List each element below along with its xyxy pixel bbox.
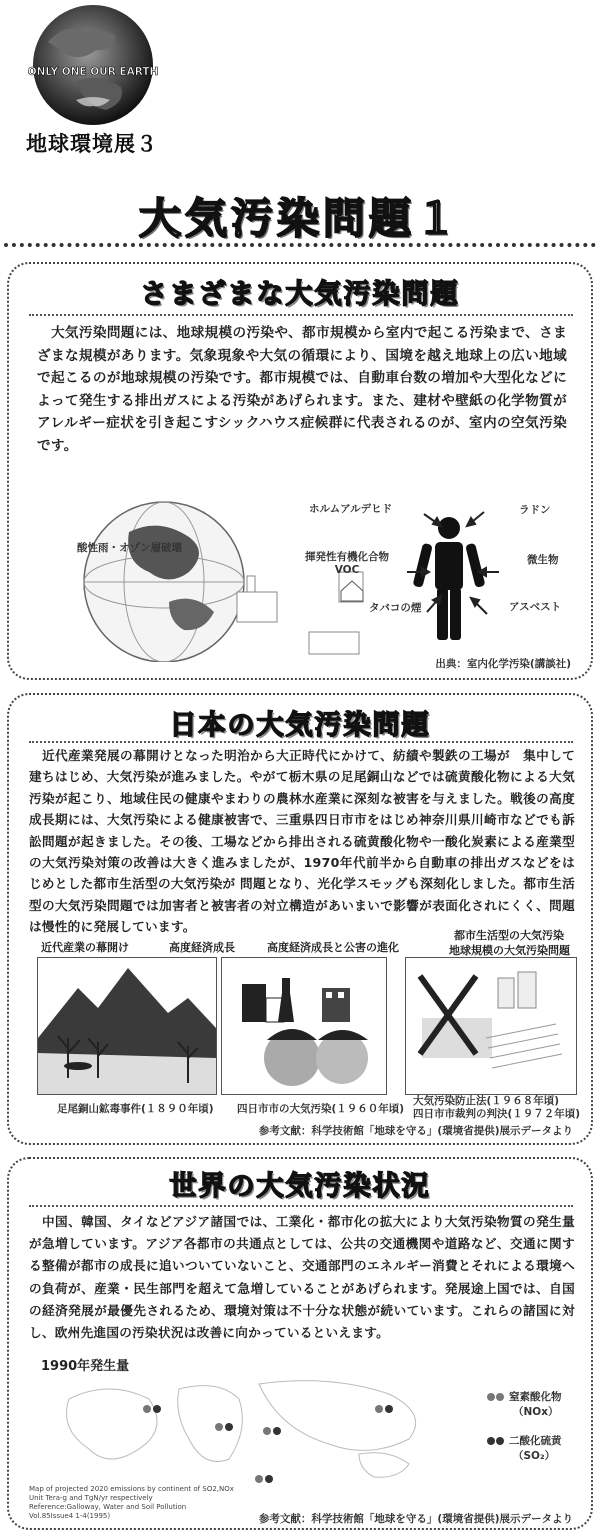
legend-so2-name: 二酸化硫黄	[509, 1435, 562, 1447]
section-title: 世界の大気汚染状況	[169, 1171, 431, 1202]
page-title: 大気汚染問題１	[138, 194, 461, 243]
so2-marker-icon	[487, 1435, 505, 1447]
marker-nox	[255, 1475, 263, 1483]
marker-so2	[273, 1427, 281, 1435]
section-world-pollution	[7, 1157, 593, 1530]
pollutant-radon: ラドン	[519, 504, 551, 516]
globe-banner-text: ONLY ONE OUR EARTH	[27, 66, 159, 78]
urban-illustration	[406, 958, 576, 1094]
panel-label-pollution: 高度経済成長と公害の進化	[267, 941, 399, 954]
marker-so2	[385, 1405, 393, 1413]
mountain-illustration	[38, 958, 216, 1094]
section-divider	[29, 741, 573, 743]
reference-note: 参考文献：科学技術館「地球を守る」(環境省提供)展示データより	[258, 1513, 573, 1525]
exhibit-title: 地球環境展３	[26, 132, 158, 156]
illustration-urban	[405, 957, 577, 1095]
marker-nox	[375, 1405, 383, 1413]
legend-nox-formula: （NOx）	[513, 1406, 559, 1418]
pollutant-tobacco: タバコの煙	[369, 602, 422, 614]
caption-yokkaichi: 四日市市の大気汚染(１９６０年頃)	[237, 1103, 405, 1115]
legend-nox-name: 窒素酸化物	[509, 1391, 562, 1403]
pollutant-formaldehyde: ホルムアルデヒド	[309, 503, 393, 515]
pollutant-voc: 揮発性有機化合物 VOC	[305, 551, 389, 576]
pollutant-asbestos: アスベスト	[509, 601, 562, 613]
section-japan-pollution	[7, 693, 593, 1145]
panel-label-growth: 高度経済成長	[169, 941, 235, 954]
section-various-pollution	[7, 262, 593, 680]
pollutant-microbes: 微生物	[527, 554, 559, 566]
illustration-ashio	[37, 957, 217, 1095]
pollutant-arrows	[369, 484, 529, 644]
caption-ashio: 足尾銅山鉱毒事件(１８９０年頃)	[57, 1103, 214, 1115]
earth-globe-icon	[26, 2, 160, 128]
marker-so2	[153, 1405, 161, 1413]
earth-logo	[26, 2, 160, 128]
map-fine-print: Map of projected 2020 emissions by continent of SO2,NOx Unit Tera-g and TgN/yr respectively Reference:Galloway, Water and Soil Pollution Vol.85Issue4 1-4(1995)	[29, 1485, 234, 1520]
house-icon	[339, 579, 365, 603]
globe-label: 酸性雨・オゾン層破壊	[77, 542, 182, 554]
section-body: 大気汚染問題には、地球規模の汚染や、都市規模から室内で起こる汚染まで、さまざまな規模があります。気象現象や大気の循環により、国境を越え地球上の広い地域で起こるのが地球規模の汚染です。都市規模では、自動車台数の増加や大型化などによって発生する排出ガスによる汚染があげられます。また、建材や壁紙の化学物質がアレルギー症状を引き起こすシックハウス症候群に代表されるのが、室内の空気汚染です。	[37, 325, 567, 454]
source-note: 出典：室内化学汚染(講談社)	[435, 658, 571, 670]
reference-note: 参考文献：科学技術館「地球を守る」(環境省提供)展示データより	[258, 1125, 573, 1137]
caption-yokkaichi-trial: 四日市市裁判の判決(１９７２年頃)	[413, 1108, 581, 1120]
section-body: 中国、韓国、タイなどアジア諸国では、工業化・都市化の拡大により大気汚染物質の発生量が急増しています。アジア各都市の共通点としては、公共の交通機関や道路など、交通に関する整備が都市の成長に追いついていないこと、交通部門のエネルギー消費とそれによる環境への負荷が、産業・民生部門を超えて急増していることがあげられます。発展途上国では、自国の経済発展が最優先されるため、環境対策は不十分な状態が続いています。これらの諸国に対し、欧州先進国の汚染状況は改善に向かっているといえます。	[29, 1214, 575, 1341]
map-title: 1990年発生量	[41, 1359, 130, 1374]
section-title: 日本の大気汚染問題	[169, 710, 431, 741]
caption-air-law: 大気汚染防止法(１９６８年頃)	[413, 1095, 560, 1107]
panel-label-modern: 近代産業の幕開け	[41, 941, 129, 954]
panel-label-urban: 都市生活型の大気汚染	[454, 929, 564, 942]
marker-nox	[215, 1423, 223, 1431]
illustration-yokkaichi	[221, 957, 387, 1095]
nox-marker-icon	[487, 1391, 505, 1403]
factory-illustration	[222, 958, 386, 1094]
title-divider	[4, 243, 596, 247]
legend-item-so2	[487, 1433, 562, 1448]
legend	[487, 1389, 562, 1463]
legend-item-nox	[487, 1389, 562, 1404]
section-divider	[29, 314, 573, 316]
section-body: 近代産業発展の幕開けとなった明治から大正時代にかけて、紡績や製鉄の工場が 集中して建ちはじめ、大気汚染が進みました。やがて栃木県の足尾銅山などでは硫黄酸化物による大気汚染が起こり、地域住民の健康やまわりの農林水産業に深刻な被害を与えました。戦後の高度成長期には、大気汚染による健康被害で、三重県四日市市をはじめ神奈川県川崎市などでも訴訟問題が起きました。その後、工場などから排出される硫黄酸化物や一酸化炭素による産業型の大気汚染対策の改善は大きく進みましたが、1970年代前半から自動車の排出ガスなどをはじめとした都市生活型の大気汚染が 問題となり、光化学スモッグも深刻化しました。都市生活型の大気汚染問題では加害者と被害者の対立構造があいまいで影響が表面化されにくく、問題は慢性的に発展しています。	[29, 748, 575, 935]
world-emissions-map	[29, 1369, 469, 1489]
emission-markers	[143, 1405, 393, 1483]
section-title: さまざまな大気汚染問題	[140, 279, 460, 310]
marker-nox	[143, 1405, 151, 1413]
marker-so2	[265, 1475, 273, 1483]
legend-so2-formula: （SO₂）	[513, 1450, 556, 1462]
marker-so2	[225, 1423, 233, 1431]
global-pollution-illustration	[69, 492, 369, 662]
panel-label-global: 地球規模の大気汚染問題	[449, 944, 570, 957]
section-divider	[29, 1205, 573, 1207]
marker-nox	[263, 1427, 271, 1435]
